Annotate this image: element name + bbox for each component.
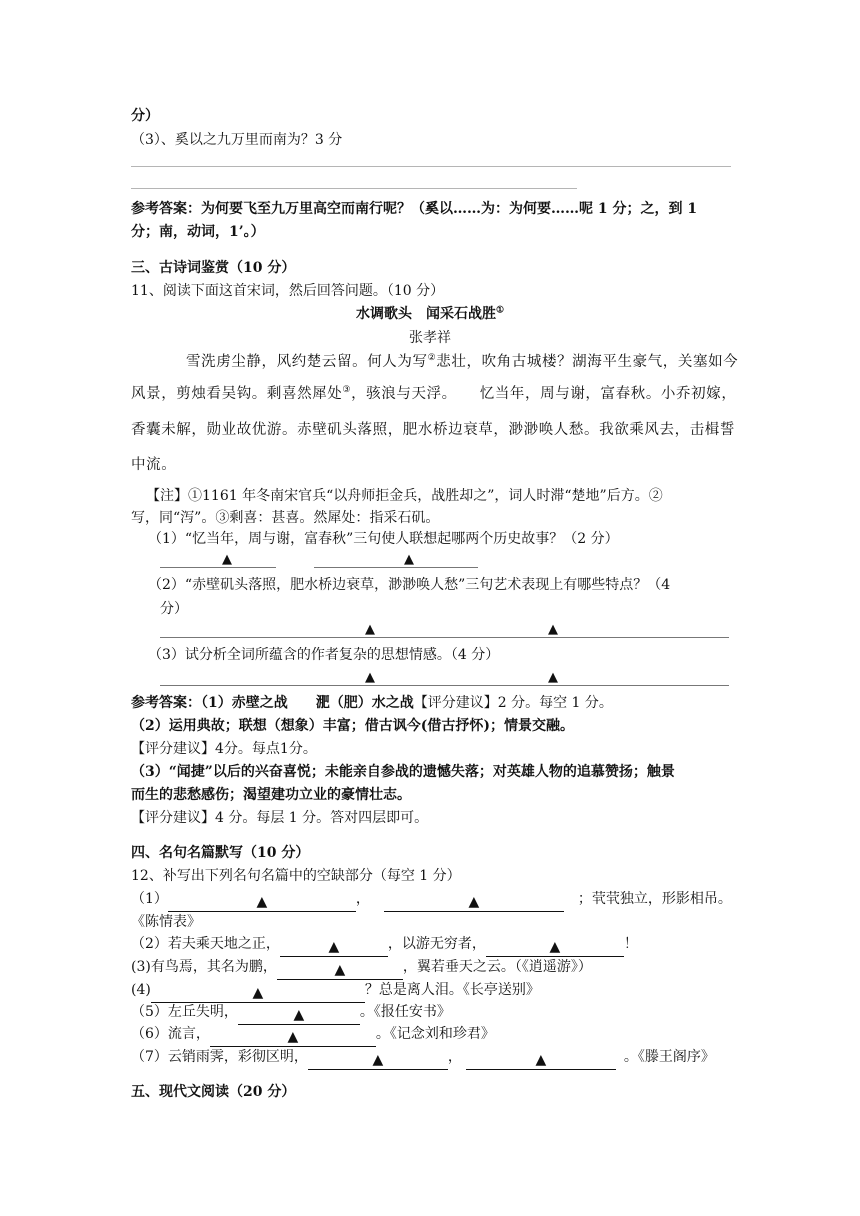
poem-author: 张孝祥	[409, 330, 451, 346]
blank-field[interactable]: ▲	[308, 1052, 448, 1070]
question-12: 12、补写出下列名句名篇中的空缺部分（每空 1 分）	[131, 868, 461, 884]
question-3: （3）、奚以之九万里而南为？3 分	[131, 132, 343, 148]
reference-answer-cont: 分；南，动词，1’。）	[131, 224, 265, 240]
sub-question-3: （3）试分析全词所蕴含的作者复杂的思想情感。（4 分）	[148, 647, 500, 663]
poem-title: 水调歌头 闻采石战胜①	[355, 305, 505, 322]
blank-field[interactable]: ▲	[151, 985, 365, 1003]
prev-question-tail: 分）	[131, 108, 159, 124]
answer-3-cont: 而生的悲愁感伤；渴望建功立业的豪情壮志。	[131, 787, 411, 803]
recite-source-1: 《陈情表》	[131, 914, 201, 930]
answer-2: （2）运用典故；联想（想象）丰富；借古讽今(借古抒怀)；情景交融。	[131, 718, 574, 734]
section-4-heading: 四、名句名篇默写（10 分）	[131, 845, 310, 861]
answer-marker: ▲	[548, 670, 558, 685]
answer-line	[160, 637, 729, 638]
sub-question-2: （2）“赤壁矶头落照，肥水桥边衰草，渺渺唤人愁”三句艺术表现上有哪些特点？（4	[148, 577, 671, 593]
blank-field[interactable]: ▲	[384, 894, 564, 912]
section-3-heading: 三、古诗词鉴赏（10 分）	[131, 260, 296, 276]
answer-line	[314, 567, 478, 568]
recite-line-4: (4) ▲ ？总是离人泪。《长亭送别》	[131, 982, 540, 1001]
section-5-heading: 五、现代文阅读（20 分）	[131, 1084, 296, 1100]
answer-3: （3）“闻捷”以后的兴奋喜悦；未能亲自参战的遗憾失落；对英雄人物的追慕赞扬；触景	[131, 764, 675, 780]
poem-line-1: 雪洗虏尘静，风约楚云留。何人为写②悲壮，吹角古城楼？湖海平生豪气，关塞如今	[186, 353, 739, 370]
question-11: 11、阅读下面这首宋词，然后回答问题。（10 分）	[131, 283, 445, 299]
answer-marker: ▲	[222, 552, 232, 567]
answer-line	[131, 188, 577, 189]
blank-field[interactable]: ▲	[277, 962, 403, 980]
sub-question-1: （1）“忆当年，周与谢，富春秋”三句使人联想起哪两个历史故事？（2 分）	[148, 531, 619, 547]
answer-marker: ▲	[404, 552, 414, 567]
poem-line-2: 风景，剪烛看吴钩。剩喜然犀处③，骇浪与天浮。 忆当年，周与谢，富春秋。小乔初嫁，	[131, 385, 737, 402]
blank-field[interactable]: ▲	[210, 1029, 376, 1047]
recite-line-5: （5）左丘失明， ▲ 。《报任安书》	[131, 1004, 451, 1023]
answer-marker: ▲	[548, 622, 558, 637]
answer-line	[131, 166, 731, 167]
recite-line-3: (3)有鸟焉，其名为鹏， ▲ ，翼若垂天之云。（《逍遥游》）	[131, 959, 592, 978]
blank-field[interactable]: ▲	[280, 939, 388, 957]
recite-line-6: （6）流言， ▲ 。《记念刘和珍君》	[131, 1026, 495, 1045]
answer-marker: ▲	[365, 622, 375, 637]
answer-marker: ▲	[365, 670, 375, 685]
recite-line-2: （2）若夫乘天地之正， ▲ ，以游无穷者， ▲ ！	[131, 936, 638, 955]
poem-note-cont: 写，同“泻”。③剩喜：甚喜。然犀处：指采石矶。	[131, 510, 440, 526]
scoring-tip-2: 【评分建议】4分。每点1分。	[131, 741, 317, 757]
blank-field[interactable]: ▲	[238, 1007, 360, 1025]
poem-line-3: 香囊未解，勋业故优游。赤壁矶头落照，肥水桥边衰草，渺渺唤人愁。我欲乘风去，击楫誓	[131, 422, 735, 438]
recite-line-7: （7）云销雨霁，彩彻区明， ▲ ， ▲ 。《滕王阁序》	[131, 1049, 715, 1068]
sub-question-2-cont: 分）	[160, 601, 188, 617]
poem-note: 【注】①1161 年冬南宋官兵“以舟师拒金兵，战胜却之”，词人时滞“楚地”后方。②	[146, 488, 663, 504]
blank-field[interactable]: ▲	[168, 894, 356, 912]
poem-line-4: 中流。	[131, 457, 177, 473]
answer-line	[160, 567, 276, 568]
reference-answer-11: 参考答案：（1）赤壁之战 淝（肥）水之战【评分建议】2 分。每空 1 分。	[131, 695, 613, 711]
blank-field[interactable]: ▲	[486, 939, 624, 957]
blank-field[interactable]: ▲	[466, 1052, 616, 1070]
recite-line-1: （1） ▲ ， ▲ ；茕茕独立，形影相吊。	[131, 891, 732, 910]
scoring-tip-3: 【评分建议】4 分。每层 1 分。答对四层即可。	[131, 810, 429, 826]
answer-line	[160, 685, 729, 686]
reference-answer: 参考答案：为何要飞至九万里高空而南行呢？（奚以……为：为何要……呢 1 分；之，到 1	[131, 201, 698, 217]
